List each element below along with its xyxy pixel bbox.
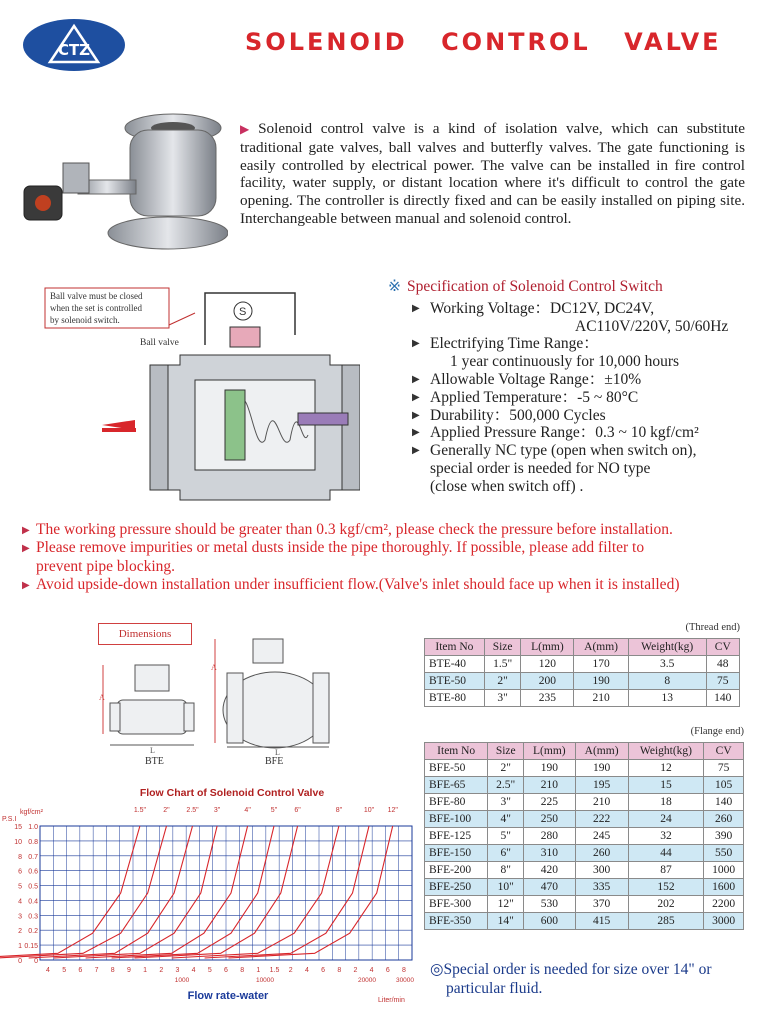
chart-title: Flow Chart of Solenoid Control Valve — [139, 787, 325, 799]
table-header-cell: CV — [706, 639, 739, 656]
size-label: 2" — [163, 807, 170, 814]
table-cell: 190 — [524, 760, 576, 777]
table-row — [425, 760, 744, 777]
psi-axis-label: P.S.I — [2, 816, 17, 823]
table-cell: 600 — [524, 913, 576, 930]
table-cell: 260 — [704, 811, 744, 828]
table-cell: 140 — [704, 794, 744, 811]
x-decade-label: 30000 — [395, 977, 415, 984]
company-logo — [22, 18, 126, 72]
x-tick-label: 6 — [78, 967, 83, 974]
kgf-tick-label: 0 — [34, 958, 38, 965]
x-tick-label: 6 — [321, 967, 326, 974]
table-cell: BTE-50 — [425, 673, 485, 690]
x-decade-label: 10000 — [255, 977, 275, 984]
table-cell: 420 — [524, 862, 576, 879]
table-cell: 550 — [704, 845, 744, 862]
dim-l-bfe: L — [275, 748, 280, 757]
psi-tick-label: 4 — [18, 898, 22, 906]
table-header-cell: Size — [488, 743, 524, 760]
x-tick-label: 1.5 — [269, 967, 280, 974]
size-label: 5" — [270, 807, 278, 814]
table-cell: 14" — [488, 913, 524, 930]
table-cell: 210 — [575, 794, 628, 811]
table-row — [425, 896, 744, 913]
table-cell: 190 — [574, 673, 629, 690]
table-header-cell: Weight(kg) — [628, 743, 704, 760]
dim-l-bte: L — [150, 746, 155, 755]
flange-end-table — [424, 742, 744, 930]
table-cell: 370 — [575, 896, 628, 913]
logo-text: CTZ — [57, 41, 91, 59]
installation-warnings — [22, 521, 752, 594]
chart-xlabel: Flow rate-water — [187, 990, 269, 1002]
x-tick-label: 2 — [288, 967, 293, 974]
kgf-axis-label: kgf/cm² — [20, 809, 43, 816]
dim-a-bte: A — [99, 693, 105, 702]
table-row — [425, 879, 744, 896]
x-tick-label: 9 — [126, 967, 131, 974]
table-cell: 3000 — [704, 913, 744, 930]
table-cell: 200 — [521, 673, 574, 690]
warning-item: ▶ Please remove impurities or metal dusts inside the pipe thoroughly. If possible, please add filter to — [22, 539, 752, 557]
x-tick-label: 1 — [143, 967, 148, 974]
warning-item: ▶ Avoid upside-down installation under insufficient flow.(Valve's inlet should face up when it is installed) — [22, 576, 752, 594]
table-row — [425, 777, 744, 794]
table-cell: 13 — [628, 690, 706, 707]
diagram-note-1: Ball valve must be closed — [50, 291, 143, 301]
table-row — [425, 811, 744, 828]
x-tick-label: 3 — [175, 967, 180, 974]
size-label: 1.5" — [133, 807, 147, 814]
intro-paragraph: ▶ Solenoid control valve is a kind of isolation valve, which can substitute traditional gate valves, ball valves and butterfly valves. The gate functioning is easily controlled by electrical power. The valve can be installed in fire control facility, water supply, or distant location where it's difficult to control the gate opening. The controller is directly fixed and can be easily installed on piping site. Interchangeable between manual and solenoid control. — [240, 120, 745, 227]
x-tick-label: 7 — [94, 967, 99, 974]
table-cell: 310 — [524, 845, 576, 862]
spec-item-voltage: ▶ Working Voltage：DC12V, DC24V, AC110V/220V, 50/60Hz — [412, 300, 758, 336]
valve-cross-section-diagram — [40, 285, 360, 515]
x-decade-label: 20000 — [357, 977, 377, 984]
table-header-cell: Item No — [425, 639, 485, 656]
spec-item-type: ▶ Generally NC type (open when switch on), special order is needed for NO type (close when switch off) . — [412, 442, 758, 495]
table-row — [425, 845, 744, 862]
table-cell: 530 — [524, 896, 576, 913]
table-cell: 2200 — [704, 896, 744, 913]
table-header-cell: A(mm) — [574, 639, 629, 656]
table-cell: 8" — [488, 862, 524, 879]
diagram-note-3: by solenoid switch. — [50, 315, 120, 325]
warning-item: ▶ The working pressure should be greater than 0.3 kgf/cm², please check the pressure before installation. — [22, 521, 752, 539]
thread-end-note: (Thread end) — [685, 622, 740, 633]
table-cell: 18 — [628, 794, 704, 811]
table-cell: 190 — [575, 760, 628, 777]
spec-heading: Specification of Solenoid Control Switch — [407, 278, 663, 295]
table-cell: 1600 — [704, 879, 744, 896]
table-cell: BFE-200 — [425, 862, 488, 879]
x-tick-label: 4 — [369, 967, 374, 974]
table-cell: 300 — [575, 862, 628, 879]
size-label: 4" — [244, 807, 251, 814]
diagram-note-2: when the set is controlled — [50, 303, 142, 313]
kgf-tick-label: 0.8 — [28, 838, 38, 846]
table-cell: 2.5" — [488, 777, 524, 794]
table-cell: 44 — [628, 845, 704, 862]
psi-tick-label: 6 — [18, 868, 22, 876]
table-cell: 250 — [524, 811, 576, 828]
table-cell: 415 — [575, 913, 628, 930]
warning-continuation: prevent pipe blocking. — [36, 557, 176, 575]
x-tick-label: 6 — [224, 967, 228, 974]
size-label: 8" — [335, 807, 343, 814]
chart-xunit: Liter/min — [378, 997, 405, 1004]
table-cell: 75 — [706, 673, 739, 690]
table-row — [425, 690, 740, 707]
table-header-cell: L(mm) — [524, 743, 576, 760]
x-decade-label: 1000 — [174, 977, 190, 984]
table-cell: 235 — [521, 690, 574, 707]
table-header-cell: Weight(kg) — [628, 639, 706, 656]
table-cell: 120 — [521, 656, 574, 673]
psi-tick-label: 8 — [18, 853, 22, 861]
psi-tick-label: 1 — [18, 943, 22, 951]
size-label: 12" — [387, 807, 398, 814]
kgf-tick-label: 0.3 — [28, 913, 38, 921]
table-cell: BTE-80 — [425, 690, 485, 707]
spec-item-time: ▶ Electrifying Time Range： 1 year continuously for 10,000 hours — [412, 335, 758, 371]
x-tick-label: 8 — [337, 967, 342, 974]
kgf-tick-label: 0.6 — [28, 868, 38, 876]
table-cell: 12" — [488, 896, 524, 913]
table-cell: BFE-350 — [425, 913, 488, 930]
spec-item-allowable: ▶ Allowable Voltage Range：±10% — [412, 371, 758, 389]
spec-item-temperature: ▶ Applied Temperature：-5 ~ 80°C — [412, 389, 758, 407]
table-cell: 195 — [575, 777, 628, 794]
bte-label: BTE — [145, 756, 164, 765]
x-tick-label: 1 — [256, 967, 261, 974]
x-tick-label: 8 — [402, 967, 406, 974]
bfe-label: BFE — [265, 756, 284, 765]
intro-text: Solenoid control valve is a kind of isolation valve, which can substitute traditional gate valves, ball valves and butterfly valves. The gate functioning is easily controlled by electrical power. The valve can be installed in fire control facility, water supply, or distant location where it's difficult to control the gate opening. The controller is directly fixed and can be easily installed on piping site. Interchangeable between manual and solenoid control. — [240, 120, 745, 227]
table-cell: 10" — [488, 879, 524, 896]
table-cell: BFE-250 — [425, 879, 488, 896]
size-label: 6" — [294, 807, 301, 814]
kgf-tick-label: 0.15 — [24, 943, 38, 951]
table-row — [425, 913, 744, 930]
dimensions-label: Dimensions — [98, 623, 192, 645]
table-header-cell: Size — [484, 639, 521, 656]
table-row — [425, 673, 740, 690]
table-row — [425, 794, 744, 811]
table-cell: 2" — [484, 673, 521, 690]
kgf-tick-label: 0.5 — [28, 883, 38, 891]
valve-photo — [18, 108, 228, 258]
table-cell: 210 — [574, 690, 629, 707]
table-cell: 32 — [628, 828, 704, 845]
x-tick-label: 2 — [353, 967, 358, 974]
table-cell: 4" — [488, 811, 524, 828]
table-cell: BFE-150 — [425, 845, 488, 862]
table-cell: BFE-50 — [425, 760, 488, 777]
table-cell: 225 — [524, 794, 576, 811]
dim-a-bfe: A — [211, 663, 217, 672]
table-cell: 1.5" — [484, 656, 521, 673]
thread-end-table — [424, 638, 740, 707]
table-cell: 75 — [704, 760, 744, 777]
dimension-drawing — [95, 625, 360, 765]
table-cell: BTE-40 — [425, 656, 485, 673]
table-cell: BFE-80 — [425, 794, 488, 811]
kgf-tick-label: 0.2 — [28, 928, 38, 936]
table-cell: 48 — [706, 656, 739, 673]
size-label: 10" — [363, 807, 375, 814]
size-label: 3" — [213, 807, 221, 814]
x-tick-label: 4 — [191, 967, 196, 974]
spec-item-durability: ▶ Durability：500,000 Cycles — [412, 407, 758, 425]
table-cell: 152 — [628, 879, 704, 896]
table-header-cell: L(mm) — [521, 639, 574, 656]
table-cell: 285 — [628, 913, 704, 930]
table-row — [425, 656, 740, 673]
table-row — [425, 862, 744, 879]
psi-tick-label: 5 — [18, 883, 22, 891]
table-cell: 12 — [628, 760, 704, 777]
table-header-cell: Item No — [425, 743, 488, 760]
x-tick-label: 5 — [62, 967, 67, 974]
spec-item-pressure: ▶ Applied Pressure Range：0.3 ~ 10 kgf/cm² — [412, 424, 758, 442]
kgf-tick-label: 0.4 — [28, 898, 38, 906]
table-cell: 5" — [488, 828, 524, 845]
table-cell: 87 — [628, 862, 704, 879]
table-cell: 222 — [575, 811, 628, 828]
table-cell: BFE-65 — [425, 777, 488, 794]
special-order-note: ◎Special order is needed for size over 14" or particular fluid. — [430, 961, 712, 997]
table-cell: 2" — [488, 760, 524, 777]
psi-tick-label: 10 — [14, 838, 22, 846]
x-tick-label: 6 — [385, 967, 390, 974]
psi-tick-label: 0 — [18, 958, 22, 965]
x-tick-label: 4 — [304, 967, 309, 974]
psi-tick-label: 3 — [18, 913, 22, 921]
x-tick-label: 8 — [110, 967, 115, 974]
table-cell: 15 — [628, 777, 704, 794]
x-tick-label: 5 — [207, 967, 212, 974]
table-cell: 24 — [628, 811, 704, 828]
table-cell: 3" — [488, 794, 524, 811]
x-tick-label: 8 — [240, 967, 245, 974]
solenoid-s-label: S — [239, 306, 247, 318]
psi-tick-label: 15 — [14, 824, 22, 831]
page-title: SOLENOID CONTROL VALVE — [245, 28, 722, 56]
kgf-tick-label: 0.7 — [28, 853, 38, 861]
table-cell: 3.5 — [628, 656, 706, 673]
table-cell: 210 — [524, 777, 576, 794]
table-cell: BFE-125 — [425, 828, 488, 845]
table-cell: BFE-300 — [425, 896, 488, 913]
spec-mark: ※ — [388, 278, 401, 295]
table-cell: 245 — [575, 828, 628, 845]
flow-chart — [0, 778, 420, 1018]
table-cell: 170 — [574, 656, 629, 673]
table-cell: 6" — [488, 845, 524, 862]
psi-tick-label: 2 — [18, 928, 22, 936]
size-label: 2.5" — [186, 807, 199, 814]
flange-end-note: (Flange end) — [690, 726, 744, 737]
table-cell: 470 — [524, 879, 576, 896]
table-cell: 3" — [484, 690, 521, 707]
table-cell: 140 — [706, 690, 739, 707]
kgf-tick-label: 1.0 — [28, 824, 38, 831]
table-cell: 335 — [575, 879, 628, 896]
table-cell: 8 — [628, 673, 706, 690]
table-cell: 202 — [628, 896, 704, 913]
table-header-cell: CV — [704, 743, 744, 760]
table-row — [425, 828, 744, 845]
table-cell: 105 — [704, 777, 744, 794]
table-cell: 280 — [524, 828, 576, 845]
x-tick-label: 2 — [159, 967, 164, 974]
switch-specification — [388, 278, 758, 496]
x-tick-label: 4 — [46, 967, 50, 974]
table-cell: 1000 — [704, 862, 744, 879]
table-header-cell: A(mm) — [575, 743, 628, 760]
table-cell: BFE-100 — [425, 811, 488, 828]
chart-plot-area — [0, 807, 414, 984]
ball-valve-label: Ball valve — [140, 338, 179, 348]
table-cell: 390 — [704, 828, 744, 845]
table-cell: 260 — [575, 845, 628, 862]
